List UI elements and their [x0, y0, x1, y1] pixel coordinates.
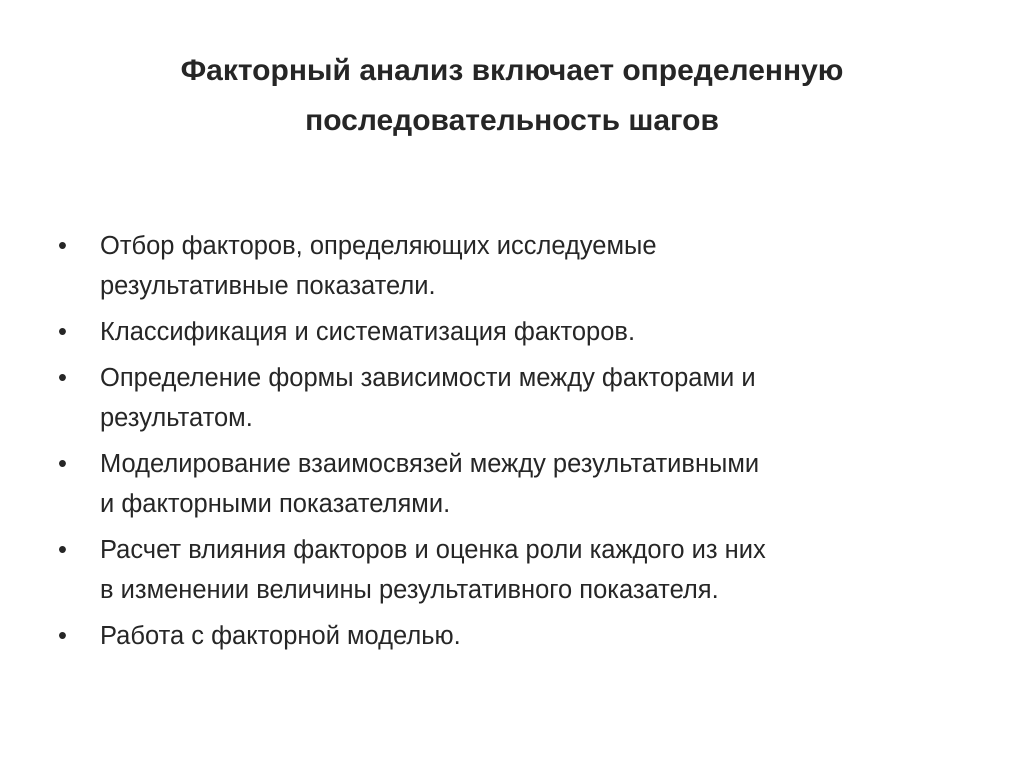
list-item-text-line-2: в изменении величины результативного показателя.: [100, 576, 719, 604]
list-item-text-line-1: Классификация и систематизация факторов.: [100, 318, 636, 346]
list-item-text-line-1: Моделирование взаимосвязей между результативными: [100, 450, 760, 478]
slide-title: [60, 46, 964, 146]
bullet-icon: •: [58, 450, 67, 478]
list-item: [58, 358, 978, 438]
list-item: [58, 616, 978, 656]
bullet-list: [58, 226, 978, 662]
list-item-text-line-2: и факторными показателями.: [100, 490, 451, 518]
list-item-text-line-1: Отбор факторов, определяющих исследуемые: [100, 232, 657, 260]
list-item-text-line-1: Расчет влияния факторов и оценка роли каждого из них: [100, 536, 766, 564]
list-item: [58, 226, 978, 306]
list-item: [58, 530, 978, 610]
slide-title-line-1: Факторный анализ включает определенную: [180, 54, 844, 87]
list-item-text-line-2: результатом.: [100, 404, 253, 432]
bullet-icon: •: [58, 622, 67, 650]
list-item-text-line-2: результативные показатели.: [100, 272, 436, 300]
list-item-text-line-1: Работа с факторной моделью.: [100, 622, 461, 650]
list-item: [58, 312, 978, 352]
bullet-icon: •: [58, 318, 67, 346]
bullet-icon: •: [58, 232, 67, 260]
bullet-icon: •: [58, 364, 67, 392]
list-item: [58, 444, 978, 524]
bullet-icon: •: [58, 536, 67, 564]
list-item-text-line-1: Определение формы зависимости между факторами и: [100, 364, 756, 392]
slide-title-line-2: последовательность шагов: [305, 104, 719, 137]
